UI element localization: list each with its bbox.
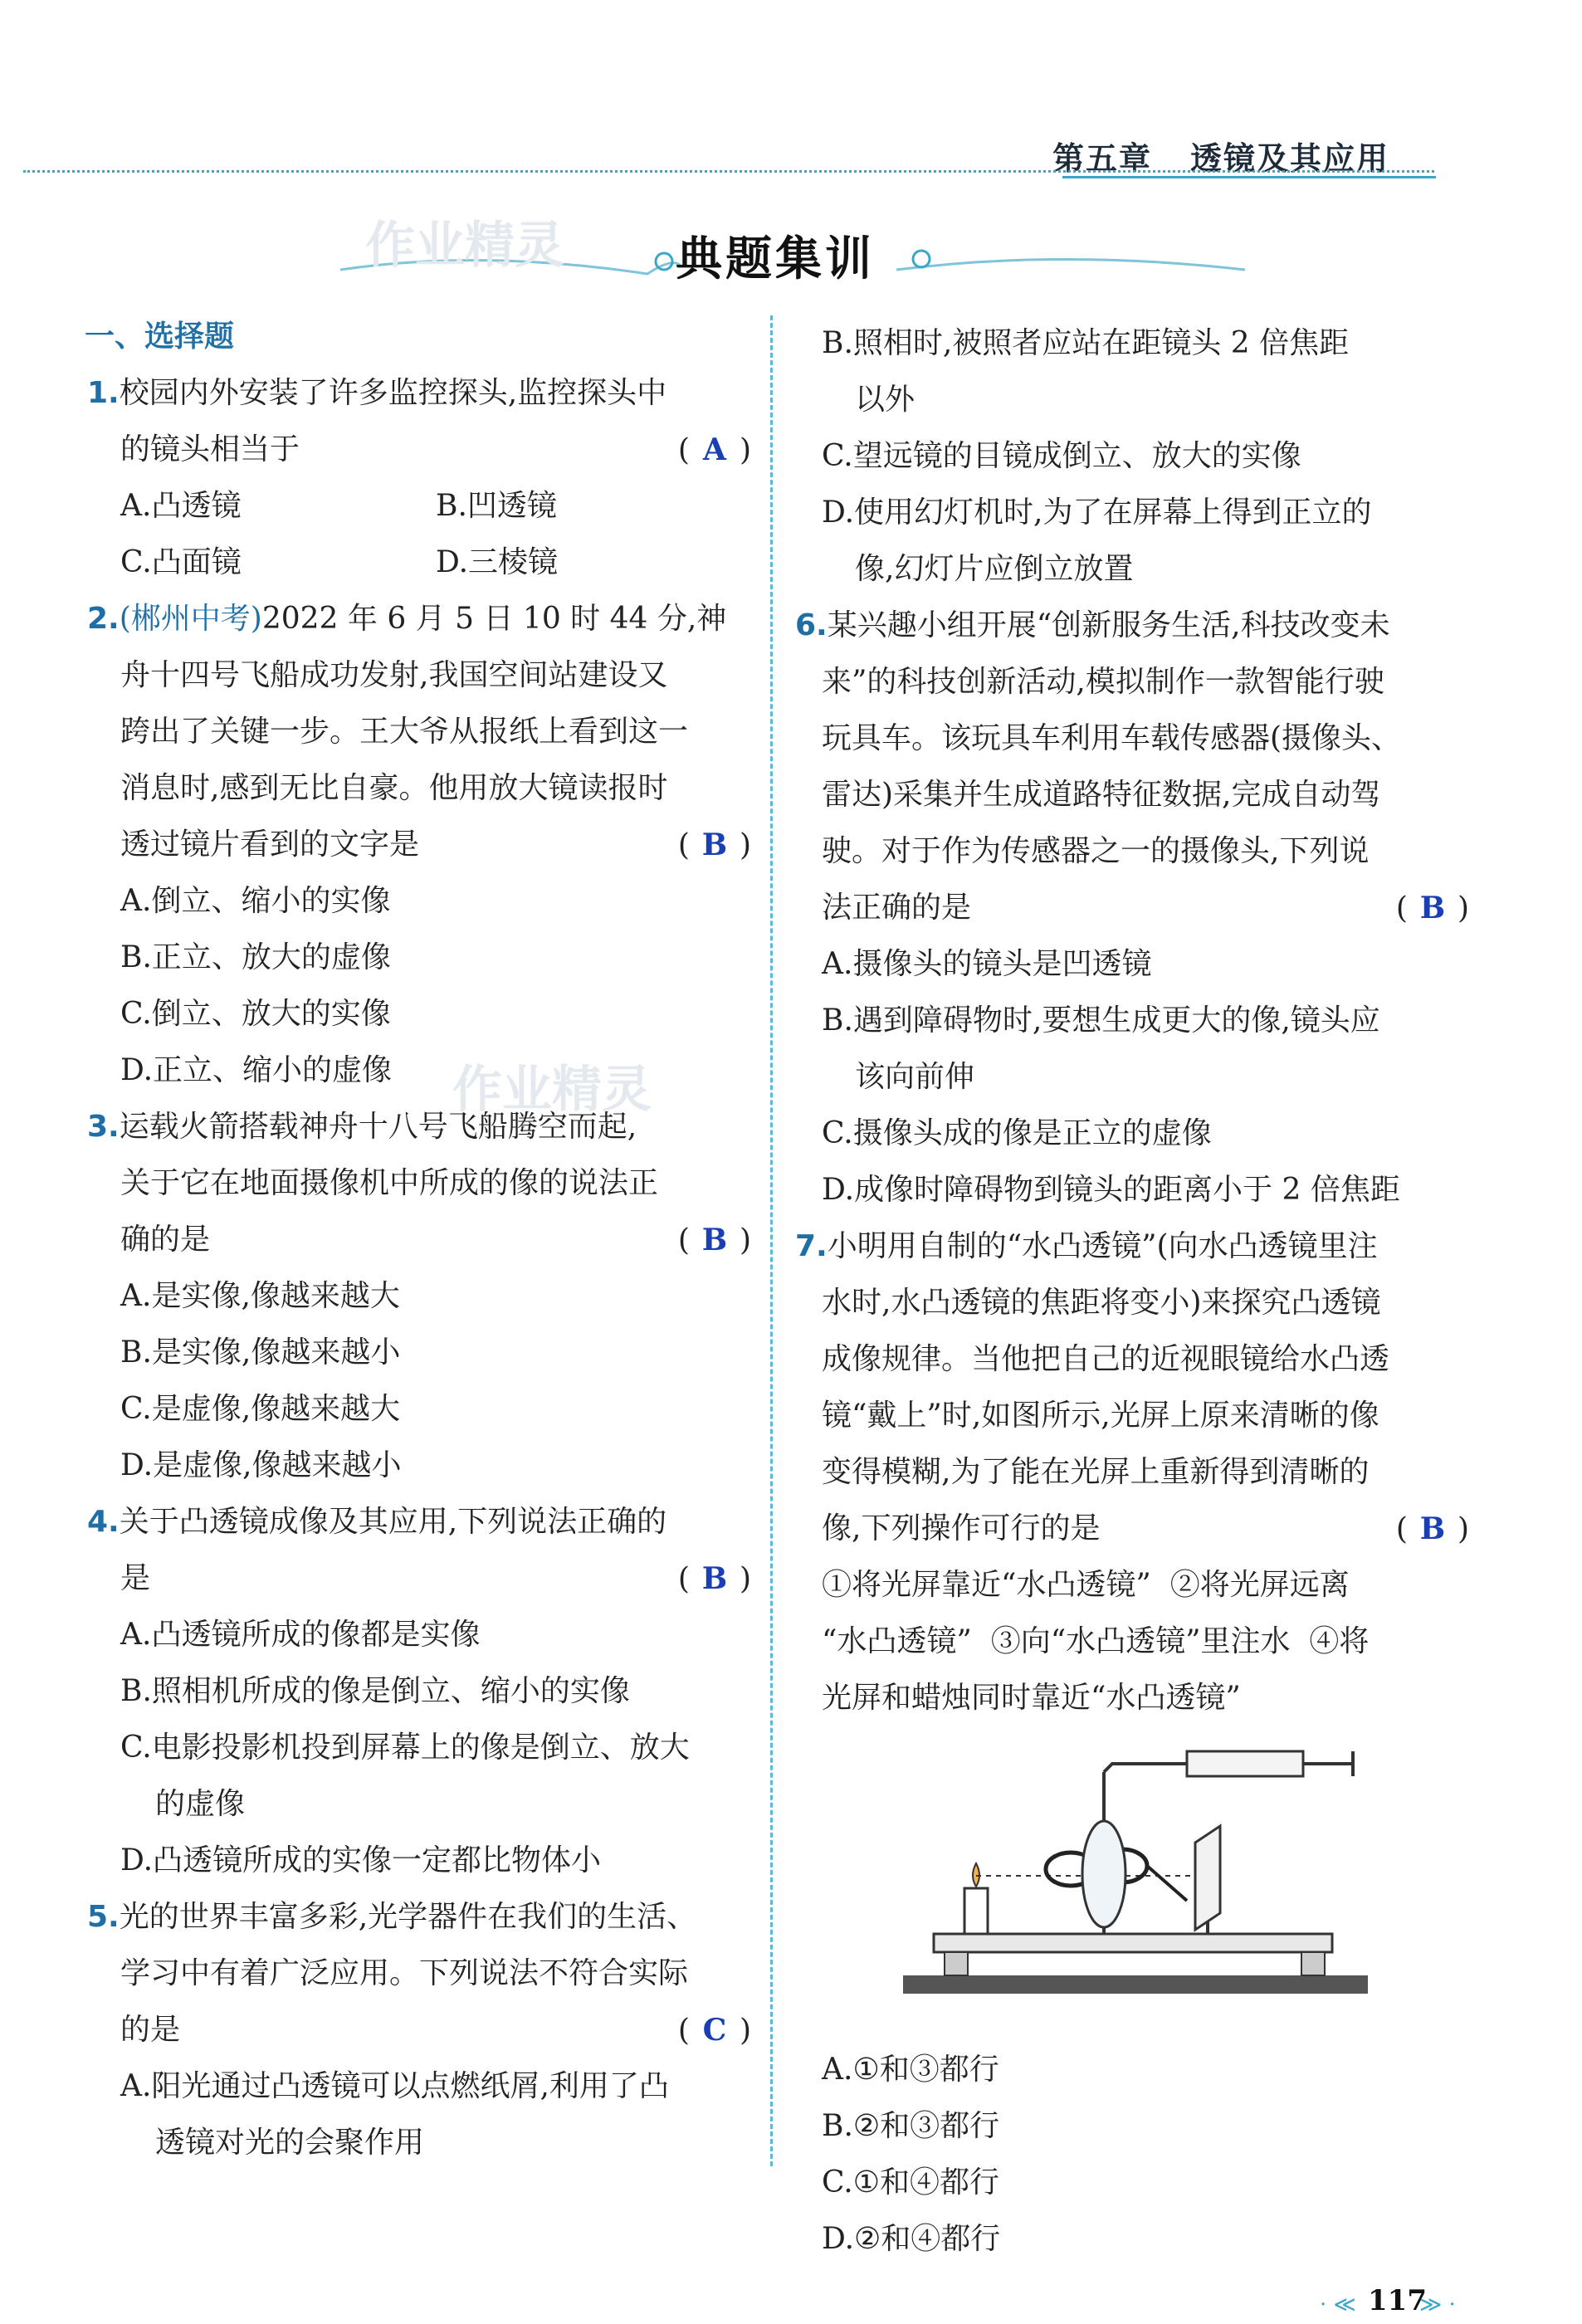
question-text: 是: [120, 1561, 151, 1595]
answer-letter: B: [701, 1223, 728, 1257]
lens-experiment-figure: [822, 1726, 1469, 2034]
options-row: [87, 535, 751, 591]
question-text: 成像规律。当他把自己的近视眼镜给水凸透: [822, 1342, 1390, 1376]
right-column: [795, 315, 1469, 2268]
question-text: 透过镜片看到的文字是: [120, 828, 420, 862]
question-text: 学习中有着广泛应用。下列说法不符合实际: [120, 1956, 689, 1990]
option: B.照相时,被照者应站在距镜头 2 倍焦距: [822, 326, 1350, 360]
option: C.倒立、放大的实像: [120, 997, 391, 1031]
option: C.摄像头成的像是正立的虚像: [822, 1116, 1212, 1150]
option: A.是实像,像越来越大: [120, 1279, 400, 1313]
answer-bracket: ( A ): [678, 422, 751, 479]
question-text: 水时,水凸透镜的焦距将变小)来探究凸透镜: [822, 1286, 1381, 1320]
question-text: 的镜头相当于: [120, 432, 300, 466]
answer-letter: C: [702, 2013, 727, 2048]
option: A.①和③都行: [822, 2053, 999, 2087]
question-5-line-1: [87, 1889, 751, 1946]
source-tag: (郴州中考): [119, 602, 262, 636]
question-text: 校园内外安装了许多监控探头,监控探头中: [119, 376, 667, 410]
question-text: 变得模糊,为了能在光屏上重新得到清晰的: [822, 1455, 1370, 1489]
option: D.成像时障碍物到镜头的距离小于 2 倍焦距: [822, 1173, 1400, 1207]
answer-letter: B: [1419, 891, 1446, 925]
question-2-line-1: [87, 591, 751, 647]
question-text: 跨出了关键一步。王大爷从报纸上看到这一: [120, 715, 689, 749]
options-row: [87, 478, 751, 535]
question-text: 运载火箭搭载神舟十八号飞船腾空而起,: [119, 1110, 637, 1144]
option: B.遇到障碍物时,要想生成更大的像,镜头应: [822, 1003, 1380, 1038]
question-3-line-1: [87, 1099, 751, 1155]
question-6-last-line: [822, 880, 1469, 936]
page-number: 117: [1368, 2284, 1427, 2317]
option: B.是实像,像越来越小: [120, 1335, 401, 1370]
statement: 光屏和蜡烛同时靠近“水凸透镜”: [822, 1681, 1241, 1715]
statement: “水凸透镜” ③向“水凸透镜”里注水 ④将: [822, 1624, 1370, 1658]
column-divider: [770, 315, 773, 2166]
question-text: 某兴趣小组开展“创新服务生活,科技改变未: [827, 608, 1390, 642]
question-1-line-1: [87, 365, 751, 422]
statement: ①将光屏靠近“水凸透镜” ②将光屏远离: [822, 1568, 1350, 1602]
question-text: 关于凸透镜成像及其应用,下列说法正确的: [119, 1505, 667, 1539]
question-text: 法正确的是: [822, 891, 972, 925]
question-text: 舟十四号飞船成功发射,我国空间站建设又: [120, 658, 668, 692]
question-text: 的是: [120, 2013, 181, 2047]
option: C.电影投影机投到屏幕上的像是倒立、放大: [120, 1731, 690, 1765]
question-text: 关于它在地面摄像机中所成的像的说法正: [120, 1166, 659, 1200]
question-number: 7.: [795, 1229, 828, 1263]
answer-letter: B: [701, 1561, 728, 1596]
option: C.是虚像,像越来越大: [120, 1392, 401, 1426]
question-number: 4.: [87, 1505, 120, 1539]
question-text: 光的世界丰富多彩,光学器件在我们的生活、: [119, 1900, 697, 1934]
question-text: 镜“戴上”时,如图所示,光屏上原来清晰的像: [822, 1399, 1379, 1433]
question-number: 1.: [87, 376, 120, 410]
option: C.凸面镜: [120, 545, 242, 579]
option: C.①和④都行: [822, 2165, 999, 2200]
question-text: 雷达)采集并生成道路特征数据,完成自动驾: [822, 778, 1381, 812]
section-heading: 一、选择题: [85, 320, 235, 354]
question-text: 2022 年 6 月 5 日 10 时 44 分,神: [261, 602, 727, 636]
watermark-top: 作业精灵: [365, 217, 564, 275]
watermark-middle: 作业精灵: [452, 1061, 652, 1119]
question-text: 消息时,感到无比自豪。他用放大镜读报时: [120, 771, 668, 805]
question-7-line-1: [795, 1218, 1469, 1275]
option-continuation: 透镜对光的会聚作用: [155, 2126, 425, 2160]
question-number: 2.: [87, 602, 120, 636]
chapter-label: 第五章: [1052, 140, 1153, 177]
option: B.②和③都行: [822, 2109, 1000, 2143]
chapter-title: 透镜及其应用: [1190, 140, 1390, 177]
question-text: 小明用自制的“水凸透镜”(向水凸透镜里注: [827, 1229, 1378, 1263]
page-number-decoration: · ≪: [1320, 2292, 1356, 2317]
question-7-last-line: [822, 1501, 1469, 1557]
option: A.摄像头的镜头是凹透镜: [822, 947, 1152, 981]
answer-bracket: ( B ): [678, 1550, 751, 1608]
question-text: 像,下列操作可行的是: [822, 1511, 1101, 1545]
option: B.照相机所成的像是倒立、缩小的实像: [120, 1674, 630, 1708]
option: D.三棱镜: [436, 545, 559, 579]
answer-bracket: ( B ): [678, 1212, 751, 1269]
option: A.倒立、缩小的实像: [120, 884, 391, 918]
option: D.凸透镜所成的实像一定都比物体小: [120, 1843, 602, 1877]
question-number: 5.: [87, 1900, 120, 1934]
answer-bracket: ( B ): [1396, 880, 1469, 937]
answer-bracket: ( B ): [1396, 1501, 1469, 1558]
page-number-decoration-right: ≫ ·: [1419, 2292, 1456, 2317]
question-1-line-2: [87, 422, 751, 478]
option: D.是虚像,像越来越小: [120, 1448, 402, 1482]
section-banner-title: 典题集训: [676, 232, 875, 286]
question-text: 来”的科技创新活动,模拟制作一款智能行驶: [822, 665, 1384, 699]
option: B.正立、放大的虚像: [120, 940, 391, 974]
answer-letter: B: [701, 828, 728, 862]
question-4-last-line: [87, 1550, 751, 1607]
question-2-last-line: [87, 817, 751, 873]
header-rule-accent: [1062, 176, 1436, 178]
option-continuation: 以外: [855, 383, 916, 417]
option: A.阳光通过凸透镜可以点燃纸屑,利用了凸: [120, 2069, 669, 2103]
option: C.望远镜的目镜成倒立、放大的实像: [822, 439, 1301, 473]
option: D.②和④都行: [822, 2222, 1001, 2256]
left-column: [87, 309, 751, 2171]
figure-container: [822, 1726, 1469, 2042]
option: A.凸透镜: [120, 489, 242, 523]
option-continuation: 像,幻灯片应倒立放置: [855, 552, 1134, 586]
question-text: 玩具车。该玩具车利用车载传感器(摄像头、: [822, 721, 1402, 755]
question-5-last-line: [87, 2002, 751, 2058]
question-4-line-1: [87, 1494, 751, 1550]
answer-bracket: ( C ): [678, 2002, 751, 2059]
question-number: 6.: [795, 608, 828, 642]
option: D.使用幻灯机时,为了在屏幕上得到正立的: [822, 496, 1372, 530]
option-continuation: 该向前伸: [855, 1060, 975, 1094]
answer-letter: A: [702, 432, 726, 467]
answer-bracket: ( B ): [678, 817, 751, 874]
question-6-line-1: [795, 598, 1469, 654]
question-text: 确的是: [120, 1223, 211, 1257]
answer-letter: B: [1419, 1511, 1446, 1546]
option-continuation: 的虚像: [155, 1787, 246, 1821]
question-text: 驶。对于作为传感器之一的摄像头,下列说: [822, 834, 1370, 868]
question-number: 3.: [87, 1110, 120, 1144]
question-3-last-line: [87, 1212, 751, 1268]
option: B.凹透镜: [436, 489, 557, 523]
header-rule: [23, 170, 1434, 173]
option: A.凸透镜所成的像都是实像: [120, 1618, 481, 1652]
option: D.正立、缩小的虚像: [120, 1053, 393, 1087]
